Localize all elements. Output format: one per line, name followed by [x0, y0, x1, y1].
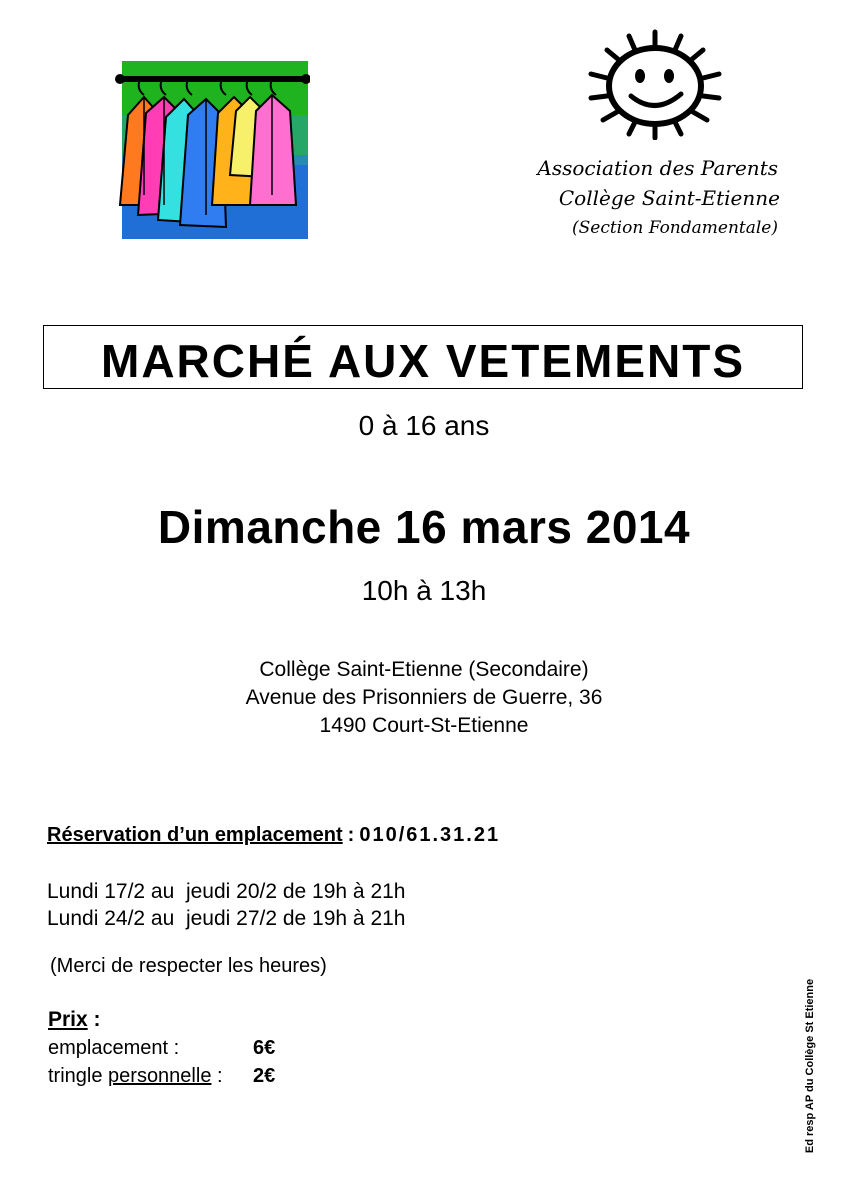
prices-heading-colon: : [87, 1008, 101, 1031]
reservation-phone: 010/61.31.21 [359, 824, 501, 846]
price-label-post: : [211, 1065, 223, 1087]
publisher-credit [800, 958, 820, 1173]
schedule-line-1: Lundi 17/2 au jeudi 20/2 de 19h à 21h [47, 880, 406, 903]
prices-heading [48, 1008, 101, 1032]
address-line-1: Collège Saint-Etienne (Secondaire) [259, 658, 589, 681]
reservation-line [47, 824, 500, 847]
association-line-1: Association des Parents [537, 156, 778, 180]
price-row-emplacement [48, 1037, 276, 1060]
address-line-2: Avenue des Prisonniers de Guerre, 36 [245, 686, 603, 709]
sun-logo-icon [585, 28, 725, 140]
event-hours: 10h à 13h [361, 575, 487, 606]
price-label-underlined: personnelle [108, 1065, 212, 1087]
association-line-2: Collège Saint-Etienne [558, 186, 780, 210]
event-date: Dimanche 16 mars 2014 [157, 501, 691, 553]
reservation-label: Réservation d’un emplacement [47, 824, 343, 846]
clothes-rack-image [100, 55, 310, 245]
schedule-line-2: Lundi 24/2 au jeudi 27/2 de 19h à 21h [47, 907, 406, 930]
prices-heading-label: Prix [48, 1008, 88, 1031]
title-box [43, 325, 803, 389]
age-range: 0 à 16 ans [358, 410, 490, 441]
price-label: emplacement : [48, 1037, 180, 1059]
reservation-colon: : [347, 824, 355, 846]
price-value: 2€ [253, 1065, 276, 1087]
address-line-3: 1490 Court-St-Etienne [319, 714, 529, 737]
schedule-note: (Merci de respecter les heures) [50, 955, 327, 977]
association-line-3: (Section Fondamentale) [571, 218, 778, 238]
page-title: MARCHÉ AUX VETEMENTS [101, 335, 745, 387]
price-row-tringle [48, 1065, 276, 1088]
publisher-credit-text: Ed resp AP du Collège St Etienne [804, 978, 816, 1153]
price-value: 6€ [253, 1037, 276, 1059]
price-label-pre: tringle [48, 1065, 109, 1087]
